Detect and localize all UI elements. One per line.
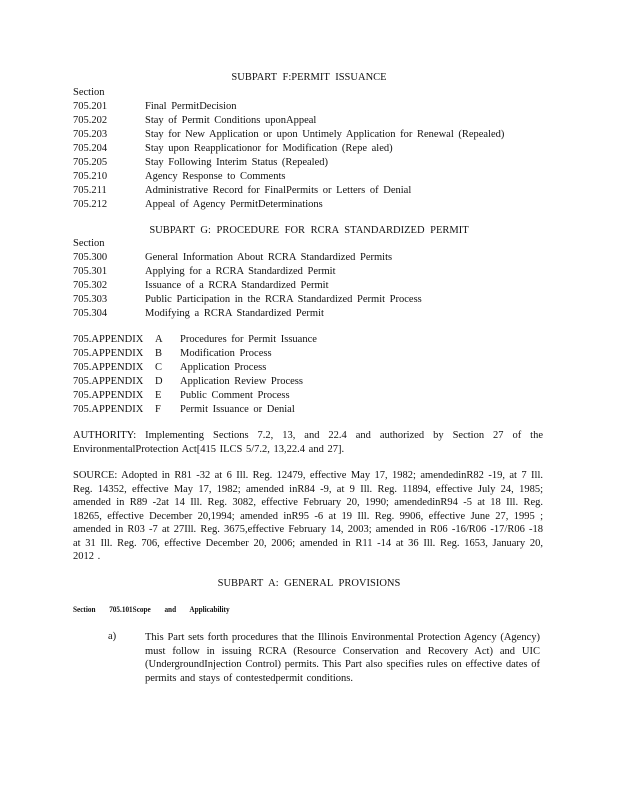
section-title: Stay Following Interim Status (Repealed): [145, 157, 328, 168]
subpart-g-heading: SUBPART G: PROCEDURE FOR RCRA STANDARDIZED PERMIT: [149, 225, 469, 236]
section-title: Stay for New Application or upon Untimely Application for Renewal (Repealed): [145, 129, 505, 140]
appendix-letter: A: [155, 334, 163, 345]
appendix-letter: B: [155, 348, 163, 359]
section-title: Applying for a RCRA Standardized Permit: [145, 266, 336, 277]
section-number: 705.300: [73, 252, 108, 263]
section-title: Agency Response to Comments: [145, 171, 286, 182]
appendix-number: 705.APPENDIX: [73, 390, 144, 401]
subpart-f-section-label: Section: [73, 87, 105, 98]
appendix-number: 705.APPENDIX: [73, 348, 144, 359]
subpart-f-heading: SUBPART F:PERMIT ISSUANCE: [231, 72, 387, 83]
section-conjunction: and: [164, 604, 177, 614]
section-number: 705.205: [73, 157, 108, 168]
appendix-letter: C: [155, 362, 163, 373]
appendix-number: 705.APPENDIX: [73, 334, 144, 345]
appendix-number: 705.APPENDIX: [73, 404, 144, 415]
section-number: 705.201: [73, 101, 108, 112]
section-number: 705.303: [73, 294, 108, 305]
appendix-letter: D: [155, 376, 163, 387]
section-title: Applicability: [189, 604, 230, 614]
appendix-title: Modification Process: [180, 348, 272, 359]
section-title: Stay upon Reapplicationor for Modification (Repe aled): [145, 143, 393, 154]
appendix-title: Application Process: [180, 362, 267, 373]
section-number: 705.202: [73, 115, 108, 126]
section-label: Section: [73, 604, 96, 614]
section-title: Public Participation in the RCRA Standardized Permit Process: [145, 294, 422, 305]
section-title: Administrative Record for FinalPermits or Letters of Denial: [145, 185, 412, 196]
appendix-title: Permit Issuance or Denial: [180, 404, 295, 415]
appendix-number: 705.APPENDIX: [73, 362, 144, 373]
section-title: General Information About RCRA Standardized Permits: [145, 252, 393, 263]
section-number: 705.301: [73, 266, 108, 277]
section-number: 705.210: [73, 171, 108, 182]
section-number: 705.304: [73, 308, 108, 319]
section-number: 705.212: [73, 199, 108, 210]
section-number: 705.204: [73, 143, 108, 154]
appendix-letter: E: [155, 390, 162, 401]
section-heading: [73, 604, 241, 614]
subpart-a-heading: SUBPART A: GENERAL PROVISIONS: [217, 578, 401, 589]
section-number: 705.101Scope: [109, 604, 151, 614]
appendix-number: 705.APPENDIX: [73, 376, 144, 387]
section-title: Modifying a RCRA Standardized Permit: [145, 308, 324, 319]
section-title: Stay of Permit Conditions uponAppeal: [145, 115, 317, 126]
appendix-letter: F: [155, 404, 161, 415]
section-number: 705.203: [73, 129, 108, 140]
authority-paragraph: AUTHORITY: Implementing Sections 7.2, 13, and 22.4 and authorized by Section 27 of the EnvironmentalProtection Act[415 ILCS 5/7.2, 13,22.4 and 27].: [73, 430, 543, 455]
subpart-g-section-label: Section: [73, 238, 105, 249]
section-title: Appeal of Agency PermitDeterminations: [145, 199, 323, 210]
appendix-title: Procedures for Permit Issuance: [180, 334, 317, 345]
section-title: Issuance of a RCRA Standardized Permit: [145, 280, 329, 291]
appendix-title: Application Review Process: [180, 376, 303, 387]
appendix-title: Public Comment Process: [180, 390, 290, 401]
section-title: Final PermitDecision: [145, 101, 237, 112]
item-text: This Part sets forth procedures that the Illinois Environmental Protection Agency (Agency) must follow in issuing RCRA (Resource Conservation and Recovery Act) and UIC (UndergroundInjection Control) permits. This Part also specifies rules on effective dates of permits and stays of contestedpermit conditions.: [145, 632, 540, 684]
section-number: 705.211: [73, 185, 107, 196]
item-letter: a): [108, 631, 117, 642]
source-paragraph: SOURCE: Adopted in R81 -32 at 6 Ill. Reg. 12479, effective May 17, 1982; amendedinR82 -19, at 7 Ill. Reg. 14352, effective May 17, 1982; amended inR84 -9, at 9 Ill. Reg. 11894, effective July 24, 1985; amended in R89 -2at 14 Ill. Reg. 3082, effective February 20, 1990; amendedinR94 -5 at 18 Ill. Reg. 18265, effective December 20,1994; amended inR95 -6 at 19 Ill. Reg. 9906, effective June 27, 1995 ; amended in R03 -7 at 27Ill. Reg. 3675,effective February 14, 2003; amended in R06 -16/R06 -17/R06 -18 at 31 Ill. Reg. 706, effective December 20, 2006; amended in R11 -14 at 36 Ill. Reg. 1653, January 20, 2012 .: [73, 470, 543, 562]
section-number: 705.302: [73, 280, 108, 291]
